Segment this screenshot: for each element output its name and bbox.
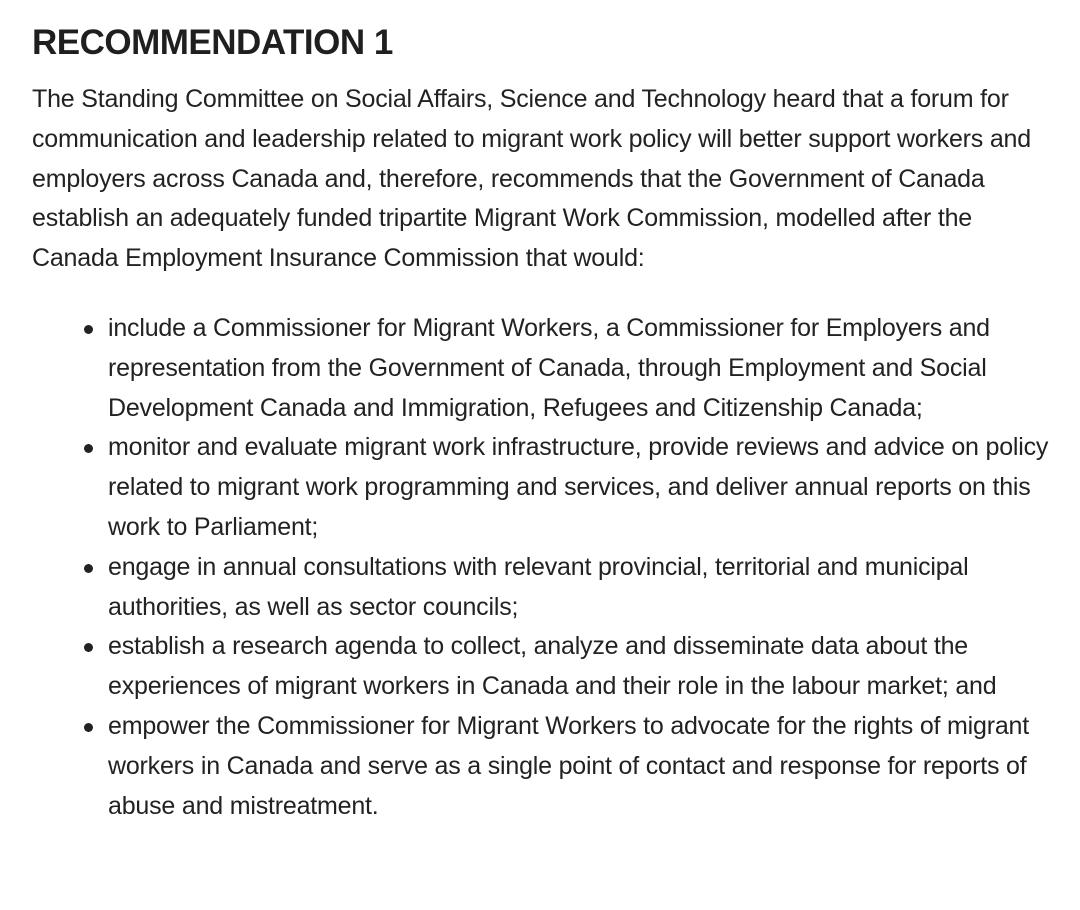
list-item-text: engage in annual consultations with relevant provincial, territorial and municipal authorities, as well as sector councils; [108,552,969,621]
list-item [32,428,1063,547]
bullet-icon [84,444,93,453]
list-item [32,309,1063,428]
list-item-text: establish a research agenda to collect, analyze and disseminate data about the experiences of migrant workers in Canada and their role in the labour market; and [108,632,997,701]
list-item-text: include a Commissioner for Migrant Workers, a Commissioner for Employers and representation from the Government of Canada, through Employment and Social Development Canada and Immigration, Refugees and Citizenship Canada; [108,313,990,422]
bullet-icon [84,325,93,334]
bullet-icon [84,723,93,732]
recommendation-intro: The Standing Committee on Social Affairs, Science and Technology heard that a forum for communication and leadership related to migrant work policy will better support workers and employers across Canada and, therefore, recommends that the Government of Canada establish an adequately funded tripartite Migrant Work Commission, modelled after the Canada Employment Insurance Commission that would: [32,85,1031,273]
list-item-text: monitor and evaluate migrant work infrastructure, provide reviews and advice on policy related to migrant work programming and services, and deliver annual reports on this work to Parliament; [108,433,1049,541]
bullet-icon [84,564,93,573]
bullet-icon [84,643,93,652]
list-item [32,548,1063,628]
list-item [32,707,1063,826]
recommendation-heading: RECOMMENDATION 1 [32,23,393,62]
recommendation-list [32,309,1056,826]
list-item-text: empower the Commissioner for Migrant Workers to advocate for the rights of migrant workers in Canada and serve as a single point of contact and response for reports of abuse and mistreatment. [108,711,1030,820]
list-item [32,627,1063,707]
